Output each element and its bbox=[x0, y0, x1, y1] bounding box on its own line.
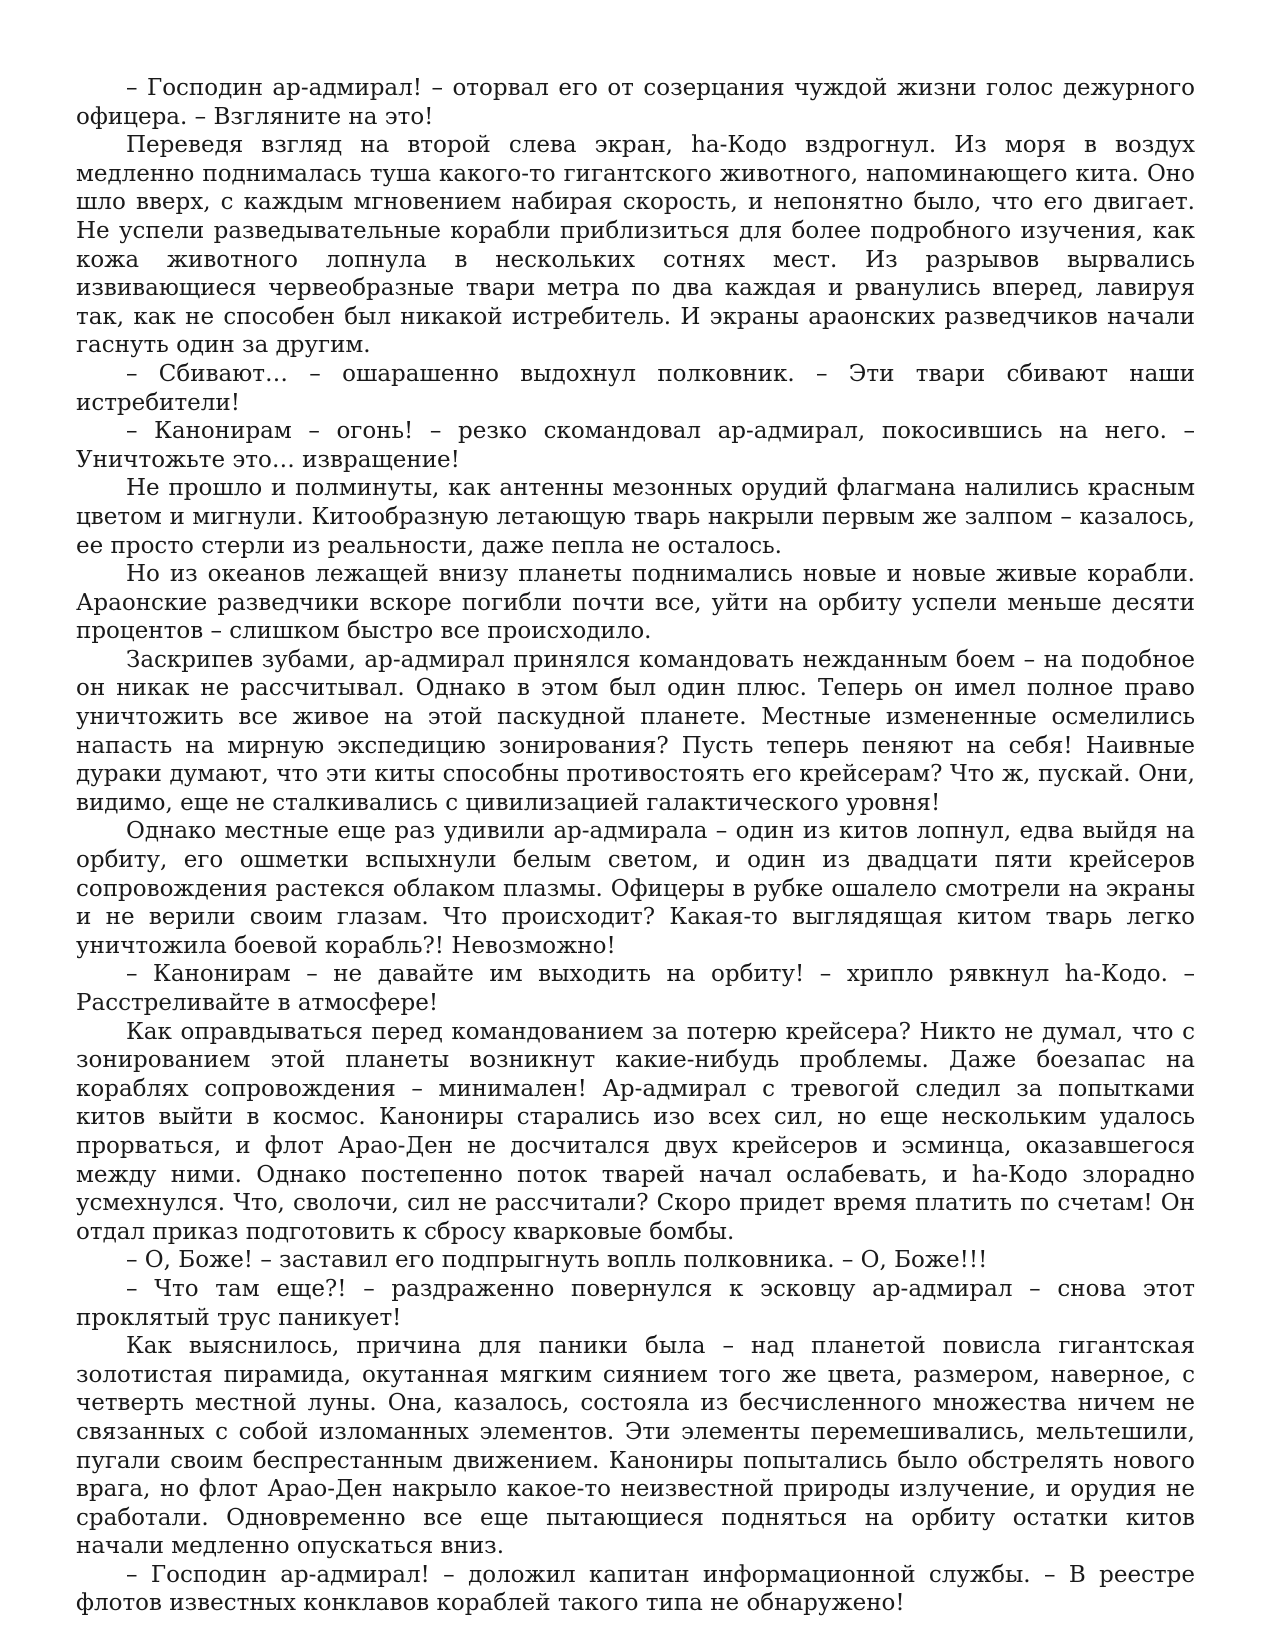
paragraph: Но из океанов лежащей внизу планеты поднимались новые и новые живые корабли. Араонские разведчики вскоре погибли почти все, уйти на орбиту успели меньше десяти процентов – слишком быстро все происходило. bbox=[76, 561, 1195, 645]
paragraph: Переведя взгляд на второй слева экран, ha-Кодо вздрогнул. Из моря в воздух медленно поднималась туша какого-то гигантского животного, напоминающего кита. Оно шло вверх, с каждым мгновением набирая скорость, и непонятно было, что его двигает. Не успели разведывательные корабли приблизиться для более подробного изучения, как кожа животного лопнула в нескольких сотнях мест. Из разрывов вырвались извивающиеся червеобразные твари метра по два каждая и рванулись вперед, лавируя так, как не способен был никакой истребитель. И экраны араонских разведчиков начали гаснуть один за другим. bbox=[76, 132, 1195, 359]
paragraph: Заскрипев зубами, ар-адмирал принялся командовать нежданным боем – на подобное он никак не рассчитывал. Однако в этом был один плюс. Теперь он имел полное право уничтожить все живое на этой паскудной планете. Местные измененные осмелились напасть на мирную экспедицию зонирования? Пусть теперь пеняют на себя! Наивные дураки думают, что эти киты способны противостоять его крейсерам? Что ж, пускай. Они, видимо, еще не сталкивались с цивилизацией галактического уровня! bbox=[76, 646, 1195, 816]
paragraph: – Господин ар-адмирал! – оторвал его от созерцания чуждой жизни голос дежурного офицера. – Взгляните на это! bbox=[76, 75, 1195, 130]
paragraph: Однако местные еще раз удивили ар-адмирала – один из китов лопнул, едва выйдя на орбиту, его ошметки вспыхнули белым светом, и один из двадцати пяти крейсеров сопровождения растекся облаком плазмы. Офицеры в рубке ошалело смотрели на экраны и не верили своим глазам. Что происходит? Какая-то выглядящая китом тварь легко уничтожила боевой корабль?! Невозможно! bbox=[76, 818, 1195, 959]
paragraph: – Канонирам – огонь! – резко скомандовал ар-адмирал, покосившись на него. – Уничтожьте это… извращение! bbox=[76, 418, 1195, 473]
paragraph: – Что там еще?! – раздраженно повернулся к эсковцу ар-адмирал – снова этот проклятый трус паникует! bbox=[76, 1275, 1195, 1331]
paragraph: – О, Боже! – заставил его подпрыгнуть вопль полковника. – О, Боже!!! bbox=[126, 1247, 988, 1274]
paragraph: Не прошло и полминуты, как антенны мезонных орудий флагмана налились красным цветом и мигнули. Китообразную летающую тварь накрыли первым же залпом – казалось, ее просто стерли из реальности, даже пепла не осталось. bbox=[76, 475, 1195, 559]
paragraph: Как оправдываться перед командованием за потерю крейсера? Никто не думал, что с зонированием этой планеты возникнут какие-нибудь проблемы. Даже боезапас на кораблях сопровождения – минимален! Ар-адмирал с тревогой следил за попытками китов выйти в космос. Канониры старались изо всех сил, но еще нескольким удалось прорваться, и флот Арао-Ден не досчитался двух крейсеров и эсминца, оказавшегося между ними. Однако постепенно поток тварей начал ослабевать, и ha-Кодо злорадно усмехнулся. Что, сволочи, сил не рассчитали? Скоро придет время платить по счетам! Он отдал приказ подготовить к сбросу кварковые бомбы. bbox=[76, 1018, 1195, 1245]
paragraph: Как выяснилось, причина для паники была – над планетой повисла гигантская золотистая пирамида, окутанная мягким сиянием того же цвета, размером, наверное, с четверть местной луны. Она, казалось, состояла из бесчисленного множества ничем не связанных с собой изломанных элементов. Эти элементы перемешивались, мельтешили, пугали своим беспрестанным движением. Канониры попытались было обстрелять нового врага, но флот Арао-Ден накрыло какое-то неизвестной природы излучение, и орудия не сработали. Одновременно все еще пытающиеся подняться на орбиту остатки китов начали медленно опускаться вниз. bbox=[76, 1333, 1195, 1560]
document-page bbox=[76, 74, 1195, 1618]
paragraph: – Сбивают… – ошарашенно выдохнул полковник. – Эти твари сбивают наши истребители! bbox=[76, 360, 1195, 416]
paragraph: – Господин ар-адмирал! – доложил капитан информационной службы. – В реестре флотов известных конклавов кораблей такого типа не обнаружено! bbox=[76, 1561, 1195, 1617]
paragraph: – Канонирам – не давайте им выходить на орбиту! – хрипло рявкнул ha-Кодо. – Расстреливайте в атмосфере! bbox=[76, 961, 1195, 1016]
